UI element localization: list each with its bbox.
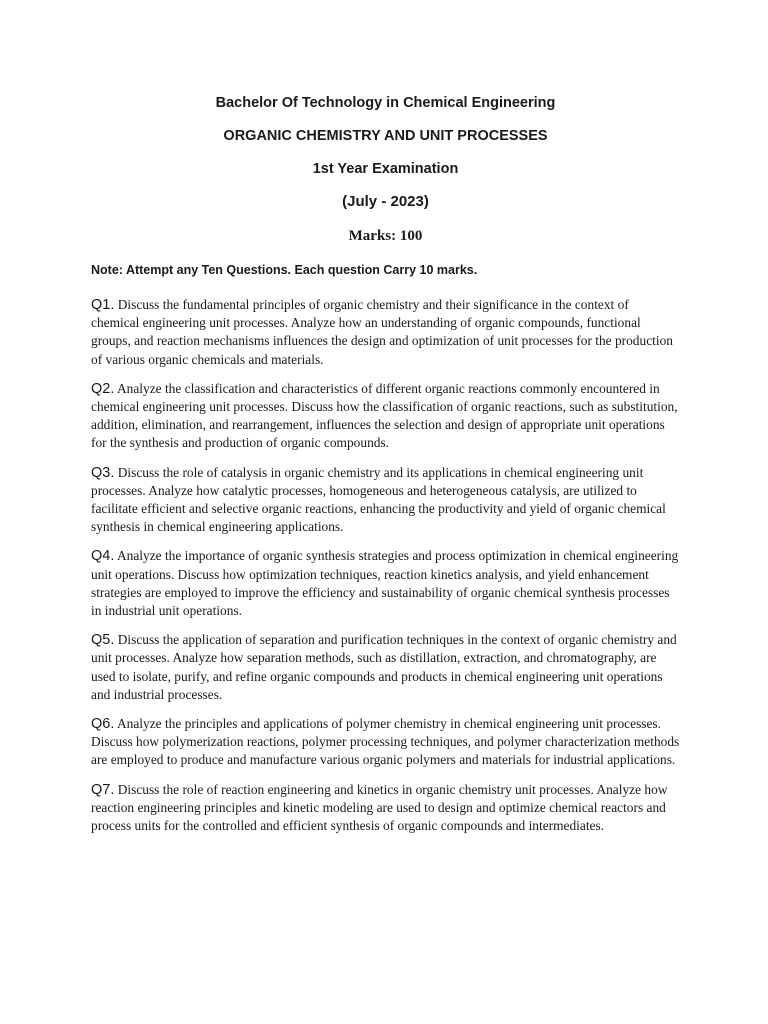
degree-title: Bachelor Of Technology in Chemical Engineering: [215, 95, 556, 111]
question-item: [91, 715, 680, 770]
total-marks: Marks: 100: [348, 228, 423, 244]
exam-header: [91, 94, 680, 211]
subject-title: ORGANIC CHEMISTRY AND UNIT PROCESSES: [223, 128, 548, 144]
question-number: Q5.: [91, 632, 115, 649]
question-item: [91, 464, 680, 537]
question-text: Discuss the role of reaction engineering and kinetics in organic chemistry unit processes. Analyze how reaction engineering principles and kinetic modeling are used to design and optimize chemical reactors and process units for the controlled and efficient synthesis of organic compounds and intermediates.: [91, 781, 668, 834]
question-number: Q6.: [91, 716, 115, 733]
question-item: [91, 296, 680, 369]
question-item: [91, 781, 680, 836]
question-text: Analyze the importance of organic synthesis strategies and process optimization in chemical engineering unit operations. Discuss how optimization techniques, reaction kinetics analysis, and yield enhancement strategies are employed to improve the efficiency and sustainability of organic chemical synthesis processes in industrial unit operations.: [91, 548, 679, 619]
question-text: Discuss the application of separation and purification techniques in the context of organic chemistry and unit processes. Analyze how separation methods, such as distillation, extraction, and chromatography, are used to isolate, purify, and refine organic compounds and products in chemical engineering unit operations and industrial processes.: [91, 632, 677, 702]
exam-session: (July - 2023): [342, 193, 429, 210]
question-text: Analyze the classification and characteristics of different organic reactions commonly encountered in chemical engineering unit processes. Discuss how the classification of organic reactions, such as substitution, addition, elimination, and rearrangement, influences the selection and design of appropriate unit operations for the synthesis and production of organic compounds.: [91, 380, 678, 451]
question-text: Discuss the fundamental principles of organic chemistry and their significance in the context of chemical engineering unit processes. Analyze how an understanding of organic compounds, functional groups, and reaction mechanisms influences the design and optimization of unit processes for the production of various organic chemicals and materials.: [91, 297, 673, 367]
question-item: [91, 547, 680, 620]
exam-title: 1st Year Examination: [312, 161, 459, 177]
question-text: Analyze the principles and applications of polymer chemistry in chemical engineering unit processes. Discuss how polymerization reactions, polymer processing techniques, and polymer characterization methods are employed to produce and manufacture various organic polymers and materials for industrial applications.: [91, 716, 680, 768]
instructions-note: Note: Attempt any Ten Questions. Each question Carry 10 marks.: [91, 263, 478, 277]
question-number: Q1.: [91, 297, 115, 313]
question-number: Q3.: [91, 464, 115, 481]
question-item: [91, 380, 680, 453]
question-number: Q2.: [91, 380, 115, 397]
question-item: [91, 631, 680, 704]
question-text: Discuss the role of catalysis in organic chemistry and its applications in chemical engineering unit processes. Analyze how catalytic processes, homogeneous and heterogeneous catalysis, are utilized to facilitate efficient and selective organic reactions, enhancing the productivity and yield of organic chemical synthesis in chemical engineering applications.: [91, 464, 666, 535]
question-number: Q7.: [91, 781, 115, 798]
question-number: Q4.: [91, 548, 115, 565]
question-list: [91, 296, 680, 835]
